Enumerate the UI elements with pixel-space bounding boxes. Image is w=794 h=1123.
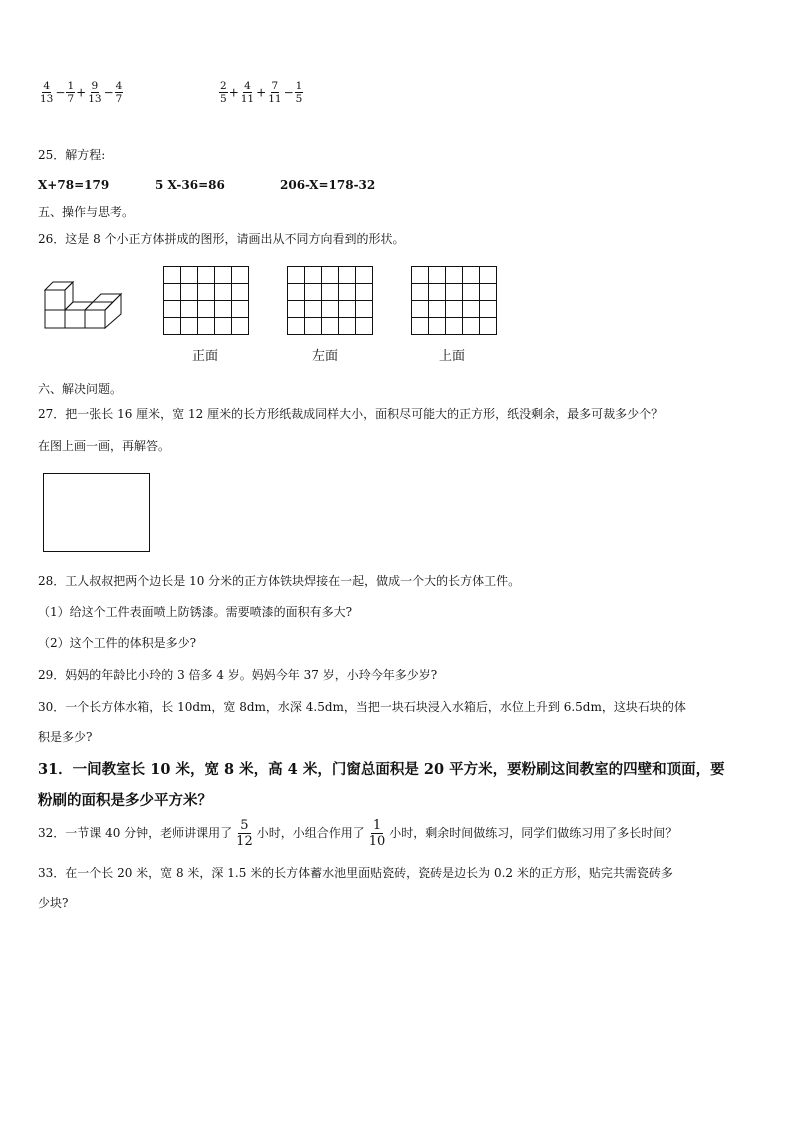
q31-line-2: 粉刷的面积是多少平方米？ xyxy=(38,792,212,809)
q32-mid: 小时，小组合作用了 xyxy=(256,826,365,840)
q30-line-1: 30．一个长方体水箱，长 10dm，宽 8dm，水深 4.5dm，当把一块石块浸入水箱后，水位上升到 6.5dm，这块石块的体 xyxy=(38,700,686,714)
section-6-heading: 六、解决问题。 xyxy=(38,382,123,396)
q27-line-2: 在图上画一画，再解答。 xyxy=(38,439,171,453)
q33-line-1: 33．在一个长 20 米，宽 8 米，深 1.5 米的长方体蓄水池里面贴瓷砖，瓷砖是边长为 0.2 米的正方形，贴完共需瓷砖多 xyxy=(38,866,673,880)
fraction-expression-left: $\frac{4}{13}$ − $\frac{1}{7}$ + $\frac{9}{13}$ − $\frac{4}{7}$ xyxy=(40,80,123,105)
q32-fraction-2: $\frac{1}{10}$ xyxy=(368,818,386,849)
q25-equation-1: X+78=179 xyxy=(38,178,110,192)
q29-text: 29．妈妈的年龄比小玲的 3 倍多 4 岁。妈妈今年 37 岁，小玲今年多少岁? xyxy=(38,668,438,682)
q28-sub-2: （2）这个工件的体积是多少? xyxy=(38,636,197,650)
q33-line-2: 少块? xyxy=(38,896,69,910)
label-front: 正面 xyxy=(192,349,219,364)
grid-front-view[interactable] xyxy=(163,266,251,336)
q28-line-1: 28．工人叔叔把两个边长是 10 分米的正方体铁块焊接在一起，做成一个大的长方体工件。 xyxy=(38,574,521,588)
cube-figure xyxy=(40,272,130,332)
q25-equation-2: 5 X-36=86 xyxy=(155,178,225,192)
grid-top-view[interactable] xyxy=(411,266,499,336)
q28-sub-1: （1）给这个工件表面喷上防锈漆。需要喷漆的面积有多大? xyxy=(38,605,353,619)
q26-text: 26．这是 8 个小正方体拼成的图形，请画出从不同方向看到的形状。 xyxy=(38,232,405,246)
q30-line-2: 积是多少? xyxy=(38,730,93,744)
q32-post: 小时，剩余时间做练习，同学们做练习用了多长时间？ xyxy=(389,826,678,840)
q25-equation-3: 206-X=178-32 xyxy=(280,178,376,192)
q27-line-1: 27．把一张长 16 厘米，宽 12 厘米的长方形纸裁成同样大小，面积尽可能大的正方形，纸没剩余，最多可裁多少个？ xyxy=(38,407,664,421)
q31-line-1: 31．一间教室长 10 米，宽 8 米，高 4 米，门窗总面积是 20 平方米，要粉刷这间教室的四壁和顶面，要 xyxy=(38,761,725,778)
q32-pre: 32．一节课 40 分钟，老师讲课用了 xyxy=(38,826,233,840)
q32-fraction-1: $\frac{5}{12}$ xyxy=(236,818,253,849)
label-left: 左面 xyxy=(312,349,339,364)
fraction-expression-right: $\frac{2}{5}$ + $\frac{4}{11}$ + $\frac{7}{11}$ − $\frac{1}{5}$ xyxy=(220,80,303,105)
q27-rectangle-drawing-area[interactable] xyxy=(43,473,150,552)
grid-left-view[interactable] xyxy=(287,266,375,336)
section-5-heading: 五、操作与思考。 xyxy=(38,205,135,219)
q25-title: 25．解方程: xyxy=(38,148,106,162)
q32-text xyxy=(38,818,677,849)
label-top: 上面 xyxy=(439,349,466,364)
